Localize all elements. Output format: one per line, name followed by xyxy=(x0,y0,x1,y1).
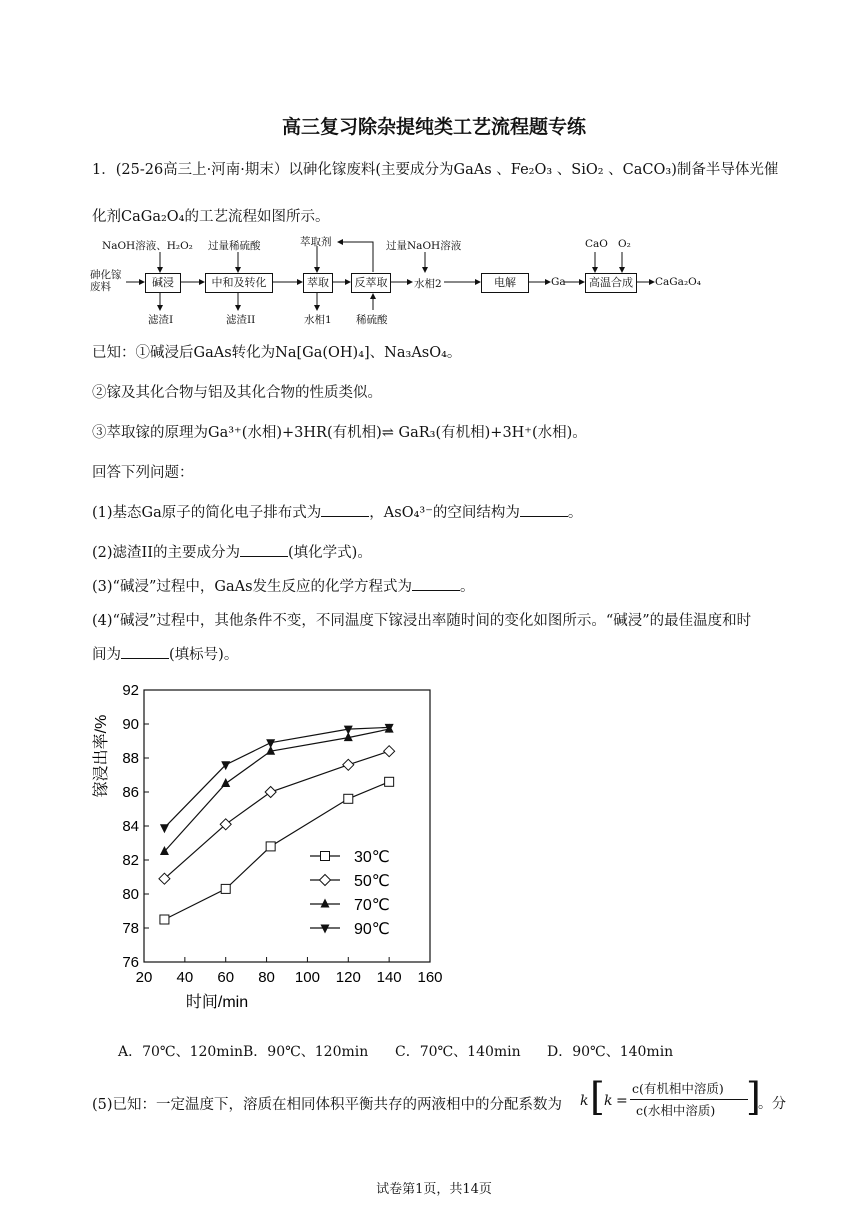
flow-box-neutralize: 中和及转化 xyxy=(205,273,273,293)
flow-dilute-h2so4: 稀硫酸 xyxy=(356,314,388,326)
y-axis-label: 镓浸出率/% xyxy=(93,714,110,798)
legend-marker xyxy=(321,899,330,908)
flow-box-alkali-leach: 碱浸 xyxy=(145,273,181,293)
part-1-text-c: 。 xyxy=(567,505,583,521)
series-line-3 xyxy=(164,727,389,827)
flow-reagent-o2: O₂ xyxy=(618,238,631,250)
data-point-s0 xyxy=(344,794,353,803)
part-4-line1: (4)“碱浸”过程中，其他条件不变，不同温度下镓浸出率随时间的变化如图所示。“碱浸”的最佳温度和时 xyxy=(92,613,752,629)
legend-label: 30℃ xyxy=(354,849,390,866)
flow-reagent-cao: CaO xyxy=(585,238,608,250)
flow-ga: Ga xyxy=(551,276,566,288)
option-a[interactable]: A．70℃、120min xyxy=(118,1044,244,1060)
formula-k-inner: k xyxy=(604,1093,613,1109)
q1-intro-line1: 1．(25-26高三上·河南·期末）以砷化镓废料(主要成分为GaAs 、Fe₂O₃ 、SiO₂ 、CaCO₃)制备半导体光催 xyxy=(92,162,779,178)
answer-blank-1[interactable] xyxy=(321,504,369,517)
flow-product: CaGa₂O₄ xyxy=(655,276,701,288)
formula-k-outer: k xyxy=(580,1093,589,1109)
y-tick-label: 92 xyxy=(122,682,139,699)
flow-reagent-extractant: 萃取剂 xyxy=(300,236,332,248)
part-3-text-a: (3)“碱浸”过程中，GaAs发生反应的化学方程式为 xyxy=(92,579,413,595)
part-4-line2 xyxy=(92,643,238,664)
x-tick-label: 80 xyxy=(258,969,275,986)
answer-blank-2[interactable] xyxy=(520,504,568,517)
option-d[interactable]: D．90℃、140min xyxy=(547,1044,674,1060)
x-tick-label: 20 xyxy=(135,969,153,986)
data-point-s3 xyxy=(160,824,169,833)
y-tick-label: 78 xyxy=(122,920,139,937)
part-2-text-a: (2)滤渣II的主要成分为 xyxy=(92,545,240,561)
x-tick-label: 40 xyxy=(176,969,194,986)
data-point-s2 xyxy=(221,778,230,787)
part-3 xyxy=(92,575,475,596)
part-4-text-b: (填标号)。 xyxy=(169,647,239,663)
data-point-s0 xyxy=(160,915,169,924)
flow-start-label: 砷化镓 废料 xyxy=(90,269,122,293)
legend-label: 90℃ xyxy=(354,921,390,938)
formula-equals: = xyxy=(616,1093,628,1109)
part-5-text-a: (5)已知：一定温度下，溶质在相同体积平衡共存的两液相中的分配系数为 xyxy=(92,1097,563,1113)
answer-prompt: 回答下列问题： xyxy=(92,465,194,481)
flow-reagent-naoh-h2o2: NaOH溶液、H₂O₂ xyxy=(102,240,193,252)
y-tick-label: 90 xyxy=(122,716,139,733)
part-3-text-b: 。 xyxy=(460,579,475,595)
legend-label: 50℃ xyxy=(354,873,390,890)
part-2-text-b: (填化学式)。 xyxy=(288,545,372,561)
x-tick-label: 60 xyxy=(217,969,235,986)
known-3: ③萃取镓的原理为Ga³⁺(水相)+3HR(有机相)⇌ GaR₃(有机相)+3H⁺(水相)。 xyxy=(92,425,587,441)
y-tick-label: 88 xyxy=(122,750,139,767)
page-title: 高三复习除杂提纯类工艺流程题专练 xyxy=(281,116,586,138)
data-point-s3 xyxy=(221,761,230,770)
legend-marker xyxy=(321,852,330,861)
known-1: 已知：①碱浸后GaAs转化为Na[Ga(OH)₄]、Na₃AsO₄。 xyxy=(92,345,462,361)
formula-fraction-bar xyxy=(630,1099,748,1100)
part-1-text-b: ，AsO₄³⁻的空间结构为 xyxy=(369,505,520,521)
y-tick-label: 76 xyxy=(122,954,139,971)
part-5 xyxy=(92,1093,562,1114)
flow-box-extraction: 萃取 xyxy=(303,273,333,293)
x-tick-label: 120 xyxy=(335,969,361,986)
x-tick-label: 160 xyxy=(417,969,443,986)
y-tick-label: 86 xyxy=(122,784,139,801)
formula-denominator: c(水相中溶质) xyxy=(636,1103,716,1118)
legend-label: 70℃ xyxy=(354,897,390,914)
flow-reagent-h2so4: 过量稀硫酸 xyxy=(208,240,261,252)
part-1-text-a: (1)基态Ga原子的简化电子排布式为 xyxy=(92,505,322,521)
x-tick-label: 140 xyxy=(376,969,402,986)
legend-marker xyxy=(320,875,331,886)
answer-blank-5[interactable] xyxy=(121,646,169,659)
formula-numerator: c(有机相中溶质) xyxy=(632,1081,724,1096)
y-tick-label: 82 xyxy=(122,852,139,869)
flow-residue-2: 滤渣II xyxy=(226,314,256,326)
data-point-s1 xyxy=(265,787,276,798)
legend-marker xyxy=(321,925,330,934)
y-tick-label: 84 xyxy=(122,818,139,835)
flow-box-back-extraction: 反萃取 xyxy=(351,273,391,293)
data-point-s0 xyxy=(221,884,230,893)
page-footer: 试卷第1页，共14页 xyxy=(376,1182,492,1197)
flow-box-high-temp-synthesis: 高温合成 xyxy=(585,273,637,293)
data-point-s0 xyxy=(385,777,394,786)
part-5-text-b: 。分 xyxy=(758,1096,786,1112)
flow-aqueous-1: 水相1 xyxy=(304,314,332,326)
answer-blank-4[interactable] xyxy=(412,578,460,591)
known-2: ②镓及其化合物与铝及其化合物的性质类似。 xyxy=(92,385,382,401)
q1-intro-line2: 化剂CaGa₂O₄的工艺流程如图所示。 xyxy=(92,209,330,225)
part-1 xyxy=(92,501,582,522)
data-point-s1 xyxy=(384,746,395,757)
flow-box-electrolysis: 电解 xyxy=(481,273,529,293)
flow-residue-1: 滤渣I xyxy=(148,314,174,326)
leaching-rate-chart xyxy=(90,678,450,1018)
flow-aqueous-2: 水相2 xyxy=(414,278,442,290)
part-4-text-a: 间为 xyxy=(92,647,121,663)
formula-right-bracket: ] xyxy=(746,1075,761,1119)
answer-blank-3[interactable] xyxy=(240,544,288,557)
option-b[interactable]: B．90℃、120min xyxy=(243,1044,369,1060)
formula-left-bracket: [ xyxy=(590,1075,605,1119)
flow-reagent-naoh: 过量NaOH溶液 xyxy=(386,240,462,252)
data-point-s0 xyxy=(266,842,275,851)
option-c[interactable]: C．70℃、140min xyxy=(395,1044,521,1060)
process-flow-diagram xyxy=(88,234,708,334)
y-tick-label: 80 xyxy=(122,886,139,903)
part-2 xyxy=(92,541,372,562)
data-point-s1 xyxy=(343,759,354,770)
x-tick-label: 100 xyxy=(294,969,320,986)
x-axis-label: 时间/min xyxy=(185,994,249,1011)
